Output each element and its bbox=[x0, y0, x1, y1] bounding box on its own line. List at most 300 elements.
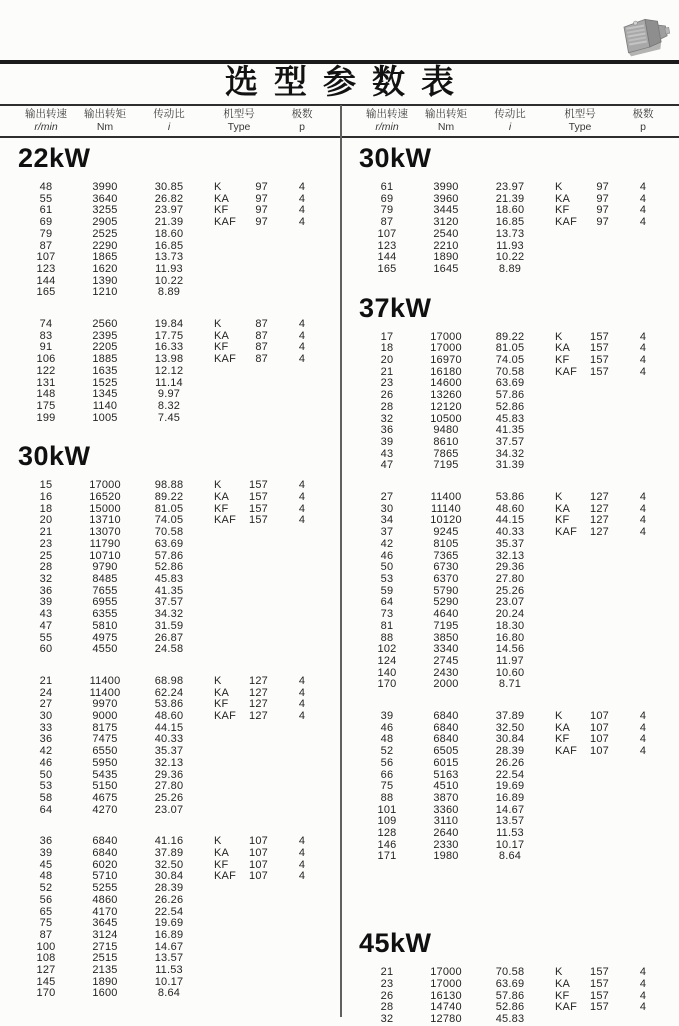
table-row bbox=[341, 402, 679, 414]
cell-ratio: 11.14 bbox=[155, 376, 183, 389]
cell-output-speed: 144 bbox=[377, 251, 397, 264]
type-size bbox=[581, 449, 617, 461]
cell-type bbox=[202, 977, 276, 989]
gear-motor-illustration bbox=[614, 10, 672, 64]
cell-output-speed: 27 bbox=[39, 698, 53, 711]
table-header-right bbox=[340, 108, 679, 134]
type-name bbox=[555, 437, 581, 449]
cell-poles bbox=[617, 449, 669, 461]
header-col-ratio bbox=[136, 108, 202, 134]
type-name bbox=[555, 668, 581, 680]
header-label: 极数 bbox=[632, 108, 654, 120]
cell-ratio: 14.67 bbox=[495, 803, 525, 816]
cell-ratio: 16.85 bbox=[495, 216, 525, 229]
cell-poles bbox=[276, 770, 328, 782]
cell-type bbox=[202, 241, 276, 253]
cell-output-torque: 3110 bbox=[433, 815, 459, 828]
cell-type bbox=[202, 895, 276, 907]
cell-ratio: 27.80 bbox=[495, 572, 525, 585]
cell-poles bbox=[617, 264, 669, 276]
cell-output-speed: 16 bbox=[39, 491, 53, 504]
cell-ratio: 41.35 bbox=[154, 584, 184, 597]
cell-output-torque: 5255 bbox=[92, 882, 118, 895]
type-size bbox=[240, 965, 276, 977]
type-name bbox=[214, 586, 240, 598]
type-name bbox=[214, 621, 240, 633]
type-size bbox=[581, 679, 617, 691]
cell-ratio: 52.86 bbox=[495, 400, 525, 413]
cell-ratio: 37.57 bbox=[495, 435, 525, 448]
power-section-22kW bbox=[0, 144, 340, 424]
cell-poles: 4 bbox=[639, 989, 647, 1002]
type-size bbox=[240, 953, 276, 965]
cell-poles bbox=[617, 402, 669, 414]
cell-ratio: 44.15 bbox=[154, 721, 184, 734]
cell-ratio: 8.64 bbox=[498, 850, 522, 863]
cell-poles: 4 bbox=[639, 733, 647, 746]
cell-output-torque: 17000 bbox=[430, 330, 462, 343]
cell-output-speed: 18 bbox=[39, 502, 53, 515]
cell-type bbox=[543, 979, 617, 991]
type-name: K bbox=[214, 181, 222, 193]
table-row bbox=[0, 848, 340, 860]
cell-output-speed: 87 bbox=[39, 928, 53, 941]
cell-poles bbox=[276, 527, 328, 539]
type-name: KA bbox=[555, 502, 571, 515]
cell-output-speed: 64 bbox=[39, 803, 53, 816]
type-name bbox=[555, 460, 581, 472]
type-size bbox=[240, 586, 276, 598]
cell-output-torque: 8175 bbox=[92, 721, 118, 734]
cell-output-torque: 7195 bbox=[433, 459, 459, 472]
cell-output-torque: 1390 bbox=[92, 274, 118, 287]
header-col-ratio bbox=[477, 108, 543, 134]
cell-output-speed: 123 bbox=[36, 262, 56, 275]
cell-type bbox=[202, 182, 276, 194]
cell-output-torque: 2205 bbox=[92, 341, 118, 354]
cell-output-torque: 6840 bbox=[92, 847, 118, 860]
cell-poles bbox=[617, 539, 669, 551]
cell-output-speed: 107 bbox=[36, 251, 56, 264]
type-size: 157 bbox=[590, 966, 609, 979]
type-name: KF bbox=[555, 354, 570, 367]
table-row bbox=[341, 1014, 679, 1026]
cell-poles bbox=[276, 389, 328, 401]
cell-poles: 4 bbox=[639, 745, 647, 758]
power-section-30kW bbox=[0, 442, 340, 1000]
power-section-30kW bbox=[341, 144, 679, 276]
type-name bbox=[214, 252, 240, 264]
cell-ratio: 30.85 bbox=[154, 181, 184, 193]
cell-type bbox=[543, 597, 617, 609]
cell-output-torque: 3645 bbox=[92, 917, 118, 930]
cell-output-torque: 2330 bbox=[433, 838, 459, 851]
cell-ratio: 98.88 bbox=[154, 479, 184, 492]
cell-output-torque: 16970 bbox=[430, 354, 462, 367]
cell-poles bbox=[276, 988, 328, 1000]
cell-type bbox=[202, 319, 276, 331]
type-size: 107 bbox=[249, 847, 268, 860]
type-name bbox=[555, 609, 581, 621]
cell-ratio: 19.69 bbox=[154, 917, 184, 930]
cell-output-speed: 30 bbox=[39, 710, 53, 723]
type-name bbox=[214, 401, 240, 413]
cell-output-speed: 50 bbox=[380, 561, 394, 574]
cell-output-torque: 2905 bbox=[92, 216, 118, 229]
header-col-output-speed bbox=[359, 108, 415, 134]
cell-poles bbox=[276, 621, 328, 633]
cell-output-speed: 144 bbox=[36, 274, 56, 287]
cell-output-speed: 122 bbox=[36, 364, 56, 377]
cell-poles bbox=[617, 793, 669, 805]
cell-type bbox=[202, 758, 276, 770]
type-name: KA bbox=[555, 721, 571, 734]
cell-output-speed: 42 bbox=[39, 745, 53, 758]
cell-output-speed: 24 bbox=[39, 686, 53, 699]
cell-poles bbox=[276, 930, 328, 942]
cell-type bbox=[202, 723, 276, 735]
cell-output-torque: 1345 bbox=[92, 388, 118, 401]
cell-ratio: 48.60 bbox=[495, 502, 525, 515]
type-size: 87 bbox=[255, 318, 268, 331]
cell-poles bbox=[617, 414, 669, 426]
cell-output-torque: 6840 bbox=[433, 721, 459, 734]
cell-ratio: 32.13 bbox=[154, 756, 184, 769]
cell-poles: 4 bbox=[639, 526, 647, 539]
type-size bbox=[240, 597, 276, 609]
cell-poles bbox=[276, 746, 328, 758]
table-row bbox=[0, 229, 340, 241]
cell-output-torque: 10500 bbox=[430, 412, 462, 425]
cell-ratio: 28.39 bbox=[154, 882, 184, 895]
cell-output-speed: 43 bbox=[380, 447, 394, 460]
cell-ratio: 26.26 bbox=[495, 756, 525, 769]
cell-type bbox=[202, 586, 276, 598]
type-name bbox=[555, 378, 581, 390]
cell-ratio: 30.84 bbox=[154, 870, 184, 883]
cell-output-speed: 39 bbox=[39, 596, 53, 609]
type-name bbox=[214, 918, 240, 930]
cell-output-speed: 21 bbox=[380, 966, 394, 979]
cell-ratio: 7.45 bbox=[157, 411, 181, 424]
type-name bbox=[555, 539, 581, 551]
cell-poles bbox=[276, 942, 328, 954]
cell-output-speed: 88 bbox=[380, 791, 394, 804]
cell-output-torque: 9970 bbox=[92, 698, 118, 711]
cell-output-speed: 59 bbox=[380, 584, 394, 597]
cell-output-torque: 11790 bbox=[89, 537, 121, 550]
cell-output-speed: 60 bbox=[39, 643, 53, 656]
type-name bbox=[214, 930, 240, 942]
table-row bbox=[341, 828, 679, 840]
type-name: KAF bbox=[555, 1001, 577, 1014]
cell-output-torque: 3124 bbox=[92, 928, 118, 941]
cell-type bbox=[543, 229, 617, 241]
cell-ratio: 45.83 bbox=[495, 412, 525, 425]
cell-type bbox=[543, 828, 617, 840]
type-size bbox=[240, 241, 276, 253]
type-name bbox=[214, 895, 240, 907]
type-name bbox=[555, 840, 581, 852]
cell-ratio: 11.53 bbox=[155, 964, 183, 977]
cell-type bbox=[202, 401, 276, 413]
cell-ratio: 70.58 bbox=[154, 526, 184, 539]
cell-output-torque: 10710 bbox=[89, 549, 121, 562]
cell-ratio: 22.54 bbox=[495, 768, 525, 781]
cell-type bbox=[202, 781, 276, 793]
cell-output-speed: 148 bbox=[36, 388, 56, 401]
type-size bbox=[581, 252, 617, 264]
cell-output-speed: 91 bbox=[39, 341, 53, 354]
type-size: 157 bbox=[249, 502, 268, 515]
type-size: 157 bbox=[590, 342, 609, 355]
type-size: 127 bbox=[590, 526, 609, 539]
cell-output-torque: 16180 bbox=[430, 365, 462, 378]
table-row bbox=[0, 644, 340, 656]
cell-output-torque: 6020 bbox=[92, 858, 118, 871]
cell-poles bbox=[617, 562, 669, 574]
table-row bbox=[341, 574, 679, 586]
type-name bbox=[555, 390, 581, 402]
cell-output-torque: 2560 bbox=[92, 318, 118, 331]
cell-output-torque: 11400 bbox=[89, 686, 121, 699]
type-name: K bbox=[214, 318, 222, 331]
cell-ratio: 16.89 bbox=[154, 928, 184, 941]
type-size: 127 bbox=[249, 698, 268, 711]
cell-type bbox=[543, 378, 617, 390]
cell-ratio: 29.36 bbox=[495, 561, 525, 574]
cell-poles bbox=[276, 378, 328, 390]
cell-output-torque: 2715 bbox=[92, 940, 118, 953]
cell-ratio: 89.22 bbox=[154, 491, 184, 504]
cell-type bbox=[543, 551, 617, 563]
type-name bbox=[555, 414, 581, 426]
cell-ratio: 89.22 bbox=[495, 330, 525, 343]
cell-ratio: 28.39 bbox=[495, 745, 525, 758]
cell-output-speed: 20 bbox=[39, 514, 53, 527]
cell-type bbox=[543, 781, 617, 793]
header-unit: Type bbox=[227, 121, 251, 133]
page-title: 选型参数表 bbox=[225, 63, 470, 100]
cell-poles bbox=[617, 781, 669, 793]
type-size: 97 bbox=[255, 181, 268, 193]
section-heading-37kW: 37kW bbox=[359, 292, 432, 323]
cell-type bbox=[543, 355, 617, 367]
cell-output-speed: 46 bbox=[380, 721, 394, 734]
cell-poles: 4 bbox=[298, 204, 306, 217]
type-size bbox=[240, 758, 276, 770]
cell-output-speed: 175 bbox=[36, 399, 56, 412]
cell-output-speed: 50 bbox=[39, 768, 53, 781]
cell-type bbox=[543, 1002, 617, 1014]
cell-poles: 4 bbox=[298, 353, 306, 366]
cell-poles bbox=[276, 758, 328, 770]
cell-output-torque: 4170 bbox=[92, 905, 118, 918]
cell-output-speed: 170 bbox=[36, 987, 56, 1000]
cell-type bbox=[202, 988, 276, 1000]
table-row bbox=[0, 264, 340, 276]
cell-output-speed: 47 bbox=[380, 459, 394, 472]
cell-poles bbox=[276, 252, 328, 264]
cell-poles: 4 bbox=[639, 342, 647, 355]
cell-output-torque: 4510 bbox=[433, 780, 459, 793]
cell-output-speed: 64 bbox=[380, 596, 394, 609]
cell-output-torque: 17000 bbox=[430, 977, 462, 990]
table-row bbox=[341, 758, 679, 770]
cell-type bbox=[202, 633, 276, 645]
cell-ratio: 29.36 bbox=[154, 768, 184, 781]
cell-output-torque: 4675 bbox=[92, 791, 118, 804]
cell-output-speed: 102 bbox=[377, 643, 397, 656]
type-size bbox=[581, 805, 617, 817]
table-row bbox=[341, 621, 679, 633]
cell-poles bbox=[276, 562, 328, 574]
type-size: 157 bbox=[590, 354, 609, 367]
type-name bbox=[555, 633, 581, 645]
cell-type bbox=[543, 460, 617, 472]
type-size bbox=[581, 644, 617, 656]
cell-output-speed: 52 bbox=[380, 745, 394, 758]
cell-type bbox=[202, 287, 276, 299]
type-size: 107 bbox=[249, 835, 268, 848]
type-size bbox=[240, 805, 276, 817]
type-size bbox=[240, 229, 276, 241]
table-row bbox=[0, 793, 340, 805]
cell-type bbox=[543, 492, 617, 504]
header-label: 传动比 bbox=[153, 108, 185, 120]
type-size bbox=[240, 389, 276, 401]
cell-output-torque: 7865 bbox=[433, 447, 459, 460]
type-size: 127 bbox=[590, 491, 609, 504]
cell-type bbox=[543, 390, 617, 402]
type-name bbox=[214, 758, 240, 770]
type-name bbox=[214, 551, 240, 563]
type-size bbox=[240, 609, 276, 621]
table-row bbox=[341, 264, 679, 276]
table-row bbox=[0, 895, 340, 907]
cell-output-torque: 4640 bbox=[433, 608, 459, 621]
type-name bbox=[555, 644, 581, 656]
cell-ratio: 40.33 bbox=[154, 733, 184, 746]
type-size bbox=[581, 621, 617, 633]
type-name bbox=[555, 597, 581, 609]
cell-ratio: 25.26 bbox=[154, 791, 184, 804]
type-name: KF bbox=[555, 733, 570, 746]
type-name bbox=[555, 816, 581, 828]
type-name bbox=[555, 562, 581, 574]
cell-ratio: 34.32 bbox=[495, 447, 525, 460]
type-size bbox=[240, 977, 276, 989]
cell-ratio: 41.35 bbox=[495, 424, 525, 437]
cell-output-speed: 20 bbox=[380, 354, 394, 367]
table-row bbox=[341, 182, 679, 194]
type-name bbox=[555, 781, 581, 793]
type-size bbox=[581, 828, 617, 840]
cell-ratio: 26.87 bbox=[154, 631, 184, 644]
type-size bbox=[581, 793, 617, 805]
type-size: 107 bbox=[590, 710, 609, 723]
cell-poles bbox=[276, 977, 328, 989]
cell-output-speed: 128 bbox=[377, 827, 397, 840]
type-name bbox=[214, 723, 240, 735]
data-block bbox=[0, 319, 340, 424]
type-name: K bbox=[214, 835, 222, 848]
type-size bbox=[240, 793, 276, 805]
cell-output-speed: 15 bbox=[39, 479, 53, 492]
cell-type bbox=[543, 679, 617, 691]
cell-output-torque: 13260 bbox=[430, 389, 462, 402]
cell-poles bbox=[617, 644, 669, 656]
cell-ratio: 70.58 bbox=[495, 365, 525, 378]
cell-ratio: 31.59 bbox=[154, 619, 184, 632]
table-row bbox=[0, 758, 340, 770]
cell-output-speed: 52 bbox=[39, 882, 53, 895]
cell-poles bbox=[276, 734, 328, 746]
type-name bbox=[214, 965, 240, 977]
cell-poles: 4 bbox=[298, 710, 306, 723]
type-name bbox=[214, 746, 240, 758]
cell-poles: 4 bbox=[639, 491, 647, 504]
cell-output-speed: 124 bbox=[377, 654, 397, 667]
cell-ratio: 74.05 bbox=[154, 514, 184, 527]
cell-ratio: 10.22 bbox=[154, 274, 184, 287]
cell-output-torque: 3850 bbox=[433, 631, 459, 644]
cell-output-torque: 9000 bbox=[92, 710, 118, 723]
cell-poles bbox=[617, 828, 669, 840]
cell-output-speed: 74 bbox=[39, 318, 53, 331]
cell-ratio: 11.93 bbox=[496, 239, 524, 252]
cell-poles bbox=[276, 883, 328, 895]
type-size bbox=[581, 562, 617, 574]
cell-output-speed: 69 bbox=[39, 216, 53, 229]
type-name bbox=[214, 264, 240, 276]
type-size bbox=[240, 633, 276, 645]
header-label: 传动比 bbox=[494, 108, 526, 120]
type-name bbox=[555, 805, 581, 817]
type-size bbox=[240, 401, 276, 413]
cell-ratio: 19.69 bbox=[495, 780, 525, 793]
type-name bbox=[555, 229, 581, 241]
cell-poles: 4 bbox=[298, 686, 306, 699]
cell-type bbox=[543, 770, 617, 782]
type-size bbox=[581, 241, 617, 253]
header-unit: i bbox=[167, 121, 171, 133]
type-size bbox=[240, 252, 276, 264]
cell-poles: 4 bbox=[298, 491, 306, 504]
table-row bbox=[0, 401, 340, 413]
cell-type bbox=[202, 574, 276, 586]
table-row bbox=[0, 319, 340, 331]
cell-type bbox=[202, 907, 276, 919]
type-size bbox=[240, 287, 276, 299]
cell-output-speed: 55 bbox=[39, 192, 53, 205]
type-size: 157 bbox=[590, 1001, 609, 1014]
table-row bbox=[0, 574, 340, 586]
cell-poles: 4 bbox=[639, 330, 647, 343]
cell-poles bbox=[617, 851, 669, 863]
table-row bbox=[0, 988, 340, 1000]
cell-poles bbox=[276, 805, 328, 817]
type-name bbox=[555, 586, 581, 598]
type-size: 127 bbox=[590, 514, 609, 527]
cell-type bbox=[202, 930, 276, 942]
cell-output-torque: 1635 bbox=[92, 364, 118, 377]
cell-output-speed: 36 bbox=[39, 835, 53, 848]
cell-ratio: 26.82 bbox=[154, 192, 184, 205]
cell-output-speed: 33 bbox=[39, 721, 53, 734]
cell-output-torque: 3340 bbox=[433, 643, 459, 656]
section-heading-45kW: 45kW bbox=[359, 928, 432, 959]
